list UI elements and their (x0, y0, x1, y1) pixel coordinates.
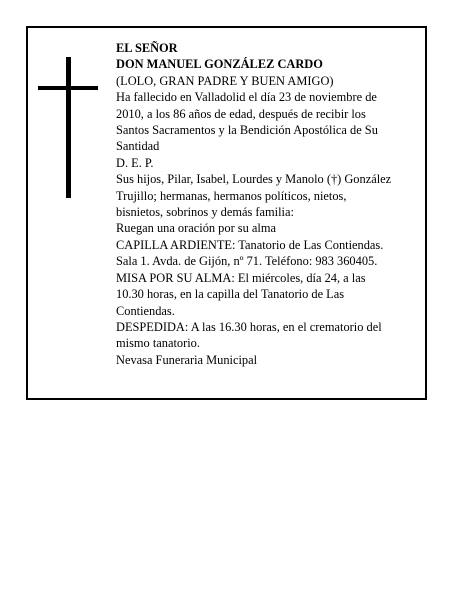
family-line: Sus hijos, Pilar, Isabel, Lourdes y Manolo (†) González (116, 172, 392, 187)
obituary-card (26, 26, 427, 400)
funeral-home-line: Nevasa Funeraria Municipal (116, 352, 258, 367)
cross-vertical-bar (66, 57, 71, 198)
nickname-line: (LOLO, GRAN PADRE Y BUEN AMIGO) (116, 73, 334, 88)
title-line: EL SEÑOR (116, 41, 178, 55)
chapel-line: CAPILLA ARDIENTE: Tanatorio de Las Contiendas. (116, 237, 384, 252)
family-line: Trujillo; hermanas, hermanos políticos, nietos, (116, 188, 347, 203)
deceased-name: DON MANUEL GONZÁLEZ CARDO (116, 57, 323, 72)
rip-line: D. E. P. (116, 155, 154, 170)
farewell-line: mismo tanatorio. (116, 336, 200, 351)
mass-line: MISA POR SU ALMA: El miércoles, día 24, a las (116, 270, 366, 285)
family-line: bisnietos, sobrinos y demás familia: (116, 205, 294, 220)
death-notice-line: Ha fallecido en Valladolid el día 23 de noviembre de (116, 90, 377, 105)
death-notice-line: 2010, a los 86 años de edad, después de recibir los (116, 106, 366, 121)
death-notice-line: Santos Sacramentos y la Bendición Apostólica de Su (116, 123, 378, 138)
obituary-text (116, 40, 421, 368)
chapel-line: Sala 1. Avda. de Gijón, nº 71. Teléfono: 983 360405. (116, 254, 378, 269)
farewell-line: DESPEDIDA: A las 16.30 horas, en el crematorio del (116, 319, 382, 334)
cross-horizontal-bar (38, 86, 98, 90)
mass-line: Contiendas. (116, 303, 175, 318)
death-notice-line: Santidad (116, 139, 160, 154)
mass-line: 10.30 horas, en la capilla del Tanatorio de Las (116, 287, 345, 302)
prayer-line: Ruegan una oración por su alma (116, 221, 276, 236)
